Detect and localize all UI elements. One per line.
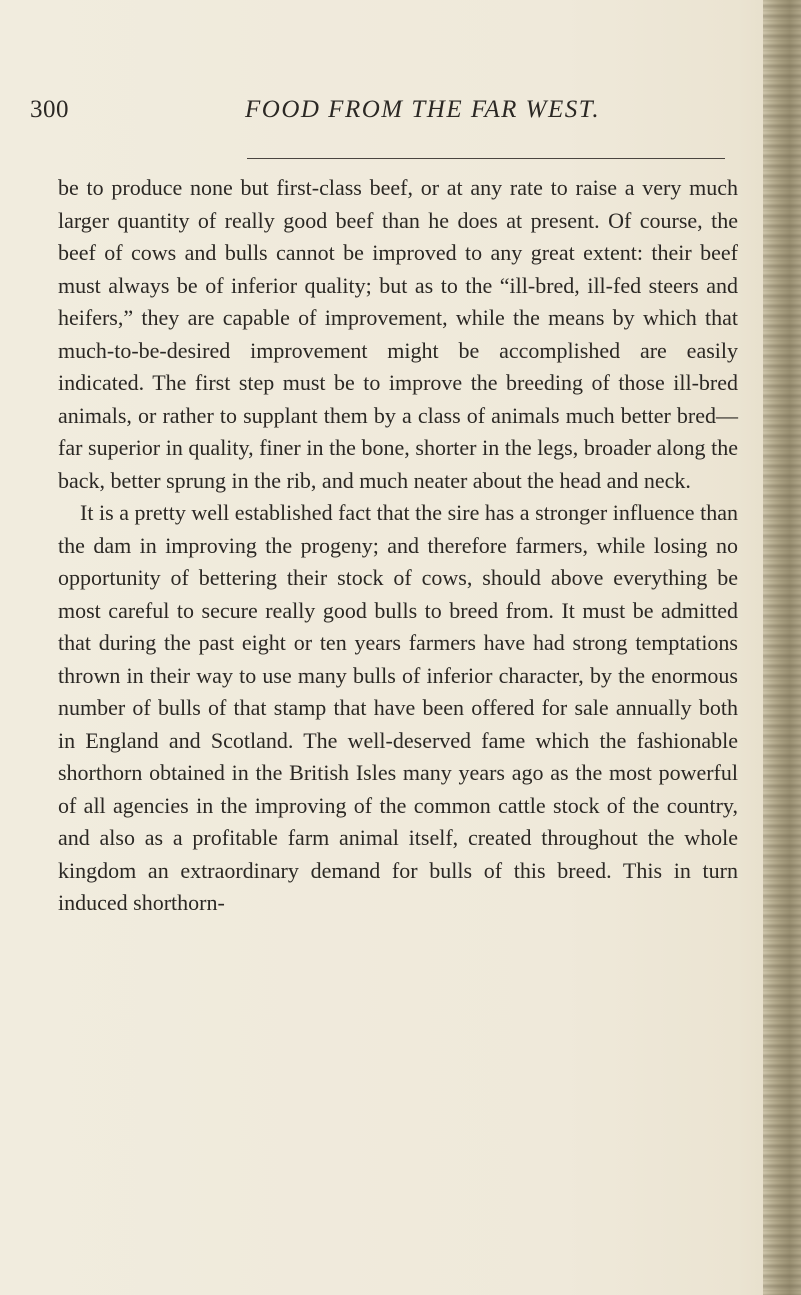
running-title: FOOD FROM THE FAR WEST. <box>245 96 601 123</box>
page-edge-binding <box>763 0 801 1295</box>
header-rule <box>247 158 725 159</box>
paragraph-1: be to produce none but first-class beef, or at any rate to raise a very much larger quantity of really good beef than he does at present. Of course, the beef of cows and bulls cannot be improved to any great extent: their beef must always be of inferior quality; but as to the “ill-bred, ill-fed steers and heifers,” they are capable of improvement, while the means by which that much-to-be-desired improvement might be accomplished are easily indicated. The first step must be to improve the breeding of those ill-bred animals, or rather to supplant them by a class of animals much better bred—far superior in quality, finer in the bone, shorter in the legs, broader along the back, better sprung in the rib, and much neater about the head and neck. <box>58 175 738 493</box>
page-header <box>30 96 730 136</box>
paragraph-2: It is a pretty well established fact that the sire has a stronger influence than the dam in improving the progeny; and therefore farmers, while losing no opportunity of bettering their stock of cows, should above everything be most careful to secure really good bulls to breed from. It must be admitted that during the past eight or ten years farmers have had strong temptations thrown in their way to use many bulls of inferior character, by the enormous number of bulls of that stamp that have been offered for sale annually both in England and Scotland. The well-deserved fame which the fashionable shorthorn obtained in the British Isles many years ago as the most powerful of all agencies in the improving of the common cattle stock of the country, and also as a profitable farm animal itself, created throughout the whole kingdom an extraordinary demand for bulls of this breed. This in turn induced shorthorn- <box>58 500 738 915</box>
body-text <box>58 172 738 920</box>
page-number: 300 <box>30 96 69 123</box>
